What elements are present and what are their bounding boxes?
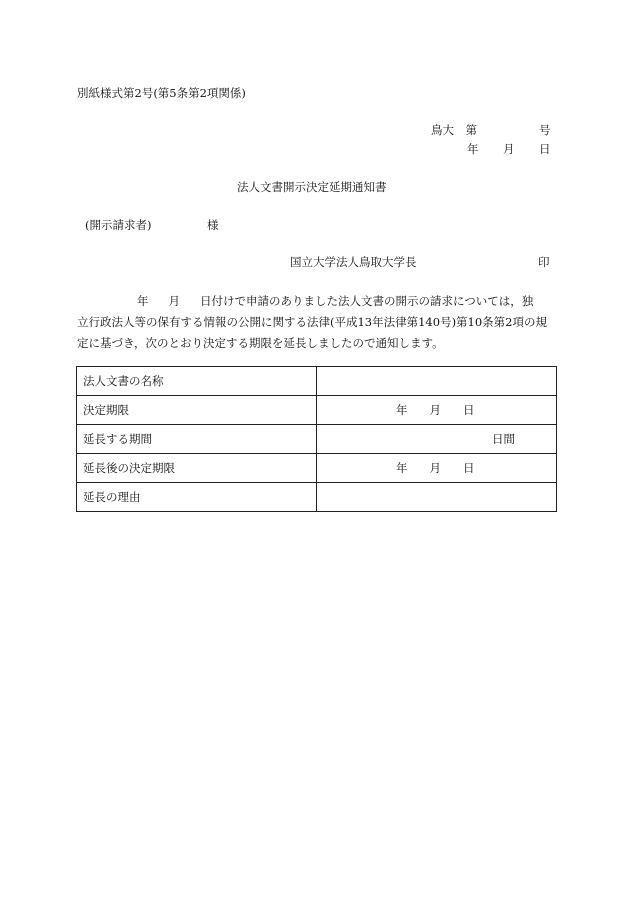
table-row	[77, 425, 557, 454]
deadline-month: 月	[429, 403, 441, 417]
table-row	[77, 483, 557, 512]
document-number-suffix: 号	[539, 123, 551, 137]
body-year: 年	[137, 294, 149, 308]
new-deadline-month: 月	[429, 461, 441, 475]
extension-period-unit: 日間	[492, 432, 515, 446]
new-deadline-day: 日	[463, 461, 475, 475]
deadline-day: 日	[463, 403, 475, 417]
extension-reason-value[interactable]	[317, 483, 557, 512]
form-reference: 別紙様式第2号(第5条第2項関係)	[77, 86, 246, 100]
notice-line-1	[77, 291, 557, 312]
body-line1-rest: 日付けで申請のありました法人文書の開示の請求については，独	[200, 294, 534, 308]
extension-reason-label: 延長の理由	[77, 483, 317, 512]
table-row	[77, 454, 557, 483]
decision-deadline-label: 決定期限	[77, 396, 317, 425]
new-deadline-label: 延長後の決定期限	[77, 454, 317, 483]
extension-period-value[interactable]	[317, 425, 557, 454]
header-date-day: 日	[539, 142, 551, 156]
document-number-prefix: 鳥大 第	[431, 123, 477, 137]
new-deadline-year: 年	[396, 461, 408, 475]
notice-line-2: 立行政法人等の保有する情報の公開に関する法律(平成13年法律第140号)第10条第2項の規	[77, 315, 548, 329]
table-row	[77, 396, 557, 425]
addressee-label: (開示請求者)	[85, 218, 152, 232]
sender-name: 国立大学法人鳥取大学長	[290, 255, 417, 269]
new-deadline-value[interactable]	[317, 454, 557, 483]
body-month: 月	[168, 294, 180, 308]
extension-period-label: 延長する期間	[77, 425, 317, 454]
notice-body	[77, 291, 557, 354]
decision-deadline-value[interactable]	[317, 396, 557, 425]
addressee-honorific: 様	[207, 218, 219, 232]
deadline-year: 年	[396, 403, 408, 417]
notice-line-3: 定に基づき，次のとおり決定する期限を延長しましたので通知します。	[77, 336, 444, 350]
header-date-month: 月	[503, 142, 515, 156]
seal-mark: 印	[538, 255, 550, 269]
header-date-year: 年	[467, 142, 479, 156]
document-name-value[interactable]	[317, 367, 557, 396]
document-title: 法人文書開示決定延期通知書	[237, 180, 387, 194]
details-table	[76, 366, 557, 512]
document-name-label: 法人文書の名称	[77, 367, 317, 396]
table-row	[77, 367, 557, 396]
